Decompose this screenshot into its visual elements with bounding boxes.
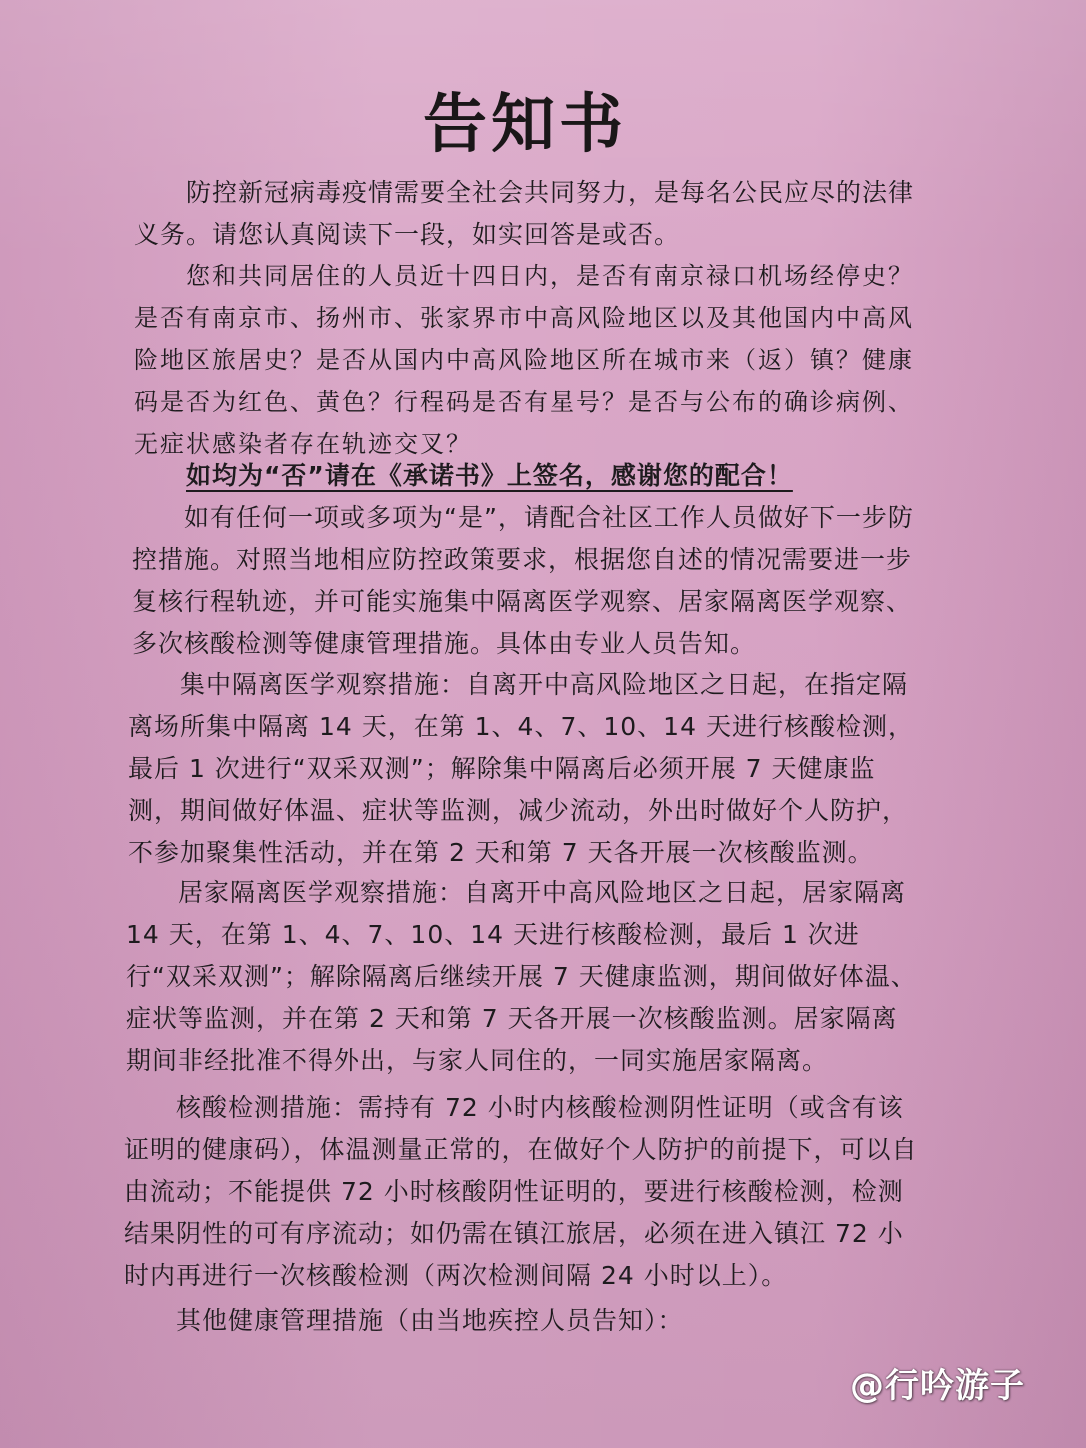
question-paragraph: 您和共同居住的人员近十四日内，是否有南京禄口机场经停史？是否有南京市、扬州市、张家界市中高风险地区以及其他国内中高风险地区旅居史？是否从国内中高风险地区所在城市来（返）镇？健康码是否为红色、黄色？行程码是否有星号？是否与公布的确诊病例、无症状感染者存在轨迹交叉？ — [134, 262, 914, 458]
home-quarantine-paragraph: 居家隔离医学观察措施：自离开中高风险地区之日起，居家隔离 14 天，在第 1、4、7、10、14 天进行核酸检测，最后 1 次进行“双采双测”；解除隔离后继续开展 7 天健康监测，期间做好体温、症状等监测，并在第 2 天和第 7 天各开展一次核酸监测。居家隔离期间非经批准不得外出，与家人同住的，一同实施居家隔离。 — [126, 878, 917, 1075]
intro-paragraph: 防控新冠病毒疫情需要全社会共同努力，是每名公民应尽的法律义务。请您认真阅读下一段，如实回答是或否。 — [134, 178, 915, 249]
nucleic-test-paragraph: 核酸检测措施：需持有 72 小时内核酸检测阴性证明（或含有该证明的健康码），体温测量正常的，在做好个人防护的前提下，可以自由流动；不能提供 72 小时核酸阴性证明的，要进行核酸检测，检测结果阴性的可有序流动；如仍需在镇江旅居，必须在进入镇江 72 小时内再进行一次核酸检测（两次检测间隔 24 小时以上）。 — [124, 1093, 918, 1290]
central-quarantine-paragraph: 集中隔离医学观察措施：自离开中高风险地区之日起，在指定隔离场所集中隔离 14 天，在第 1、4、7、10、14 天进行核酸检测，最后 1 次进行“双采双测”；解除集中隔离后必须开展 7 天健康监测，期间做好体温、症状等监测，减少流动，外出时做好个人防护，不参加聚集性活动，并在第 2 天和第 7 天各开展一次核酸监测。 — [128, 670, 914, 867]
author-watermark: @行吟游子 — [850, 1366, 1025, 1406]
page-title: 告知书 — [423, 86, 627, 162]
other-measures-paragraph: 其他健康管理措施（由当地疾控人员告知）： — [176, 1306, 684, 1335]
signature-instruction: 如均为“否”请在《承诺书》上签名，感谢您的配合！ — [186, 461, 793, 490]
yes-answer-paragraph: 如有任何一项或多项为“是”，请配合社区工作人员做好下一步防控措施。对照当地相应防控政策要求，根据您自述的情况需要进一步复核行程轨迹，并可能实施集中隔离医学观察、居家隔离医学观察、多次核酸检测等健康管理措施。具体由专业人员告知。 — [132, 503, 914, 658]
